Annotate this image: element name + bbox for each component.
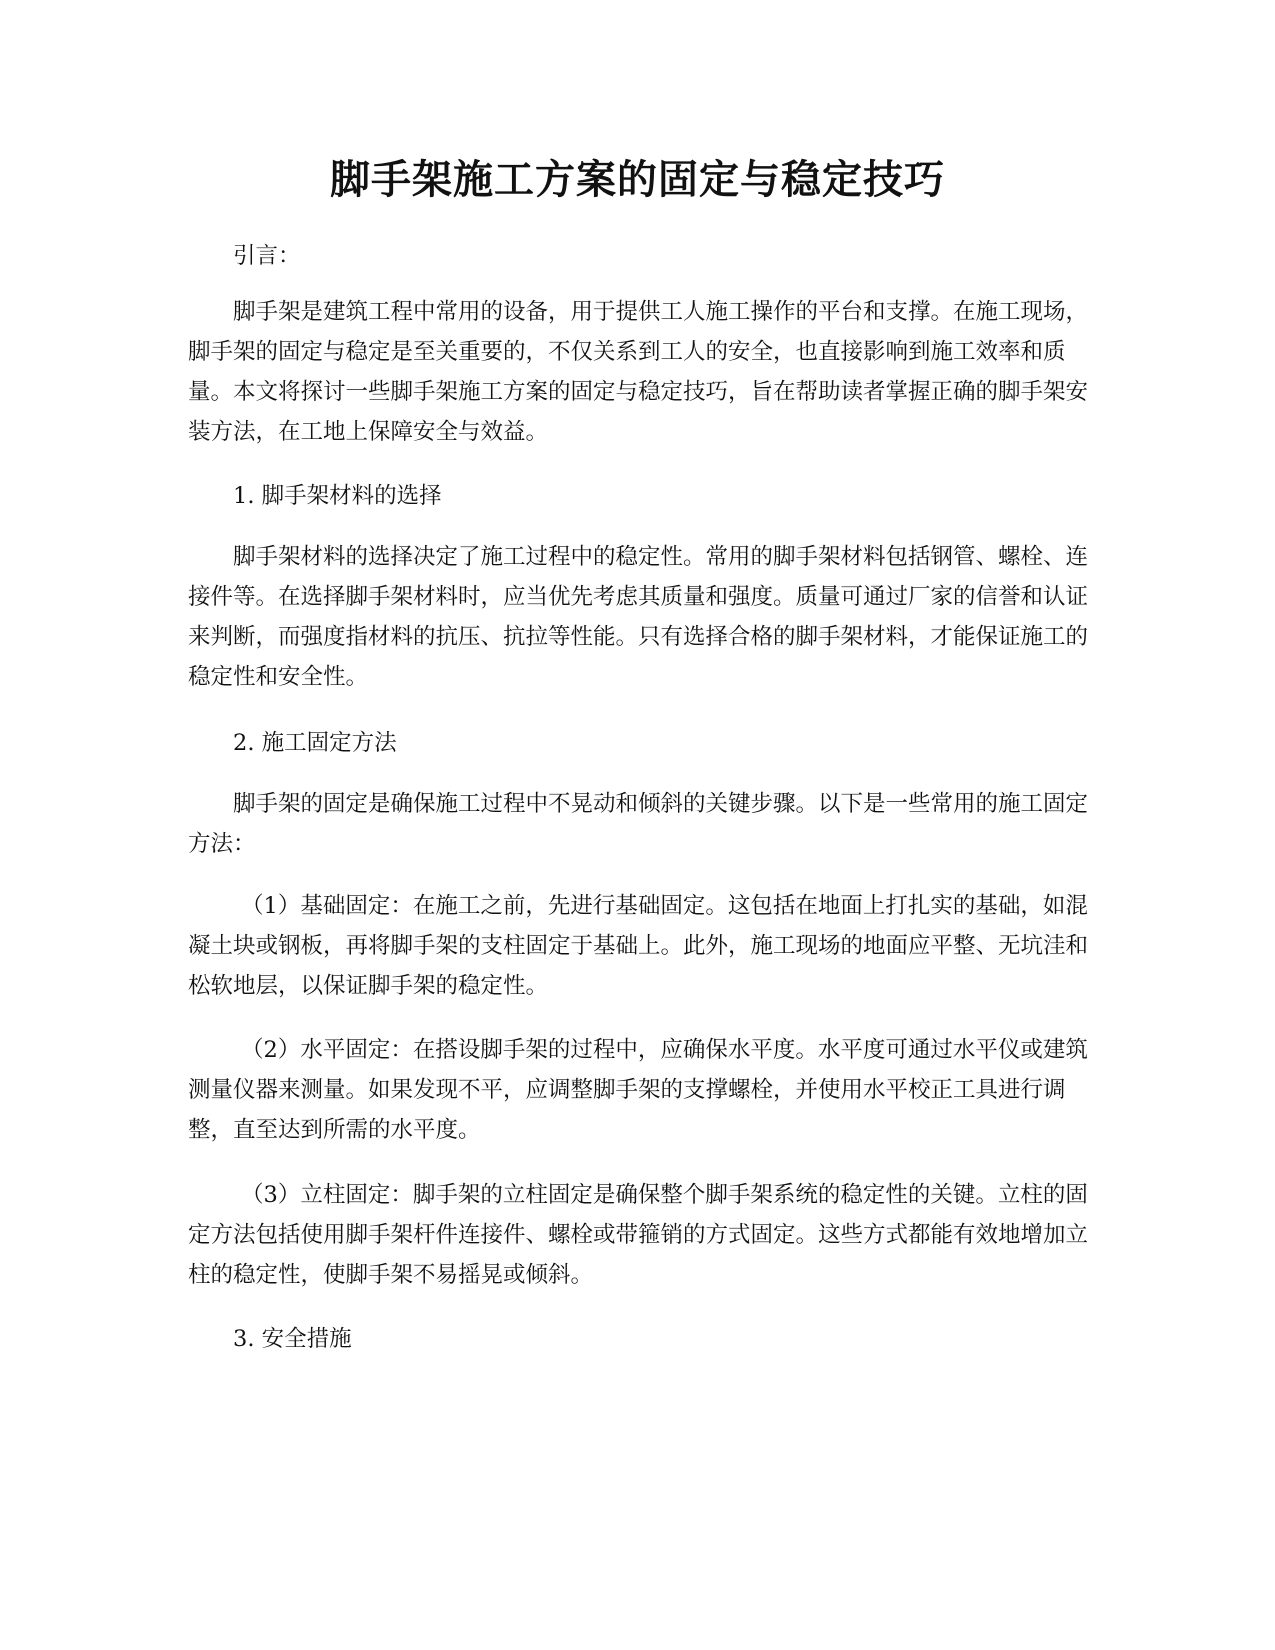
intro-label: 引言： <box>233 243 301 269</box>
document-title: 脚手架施工方案的固定与稳定技巧 <box>330 157 945 203</box>
list-item-foundation: （1）基础固定：在施工之前，先进行基础固定。这包括在地面上打扎实的基础，如混凝土块或钢板，再将脚手架的支柱固定于基础上。此外，施工现场的地面应平整、无坑洼和松软地层，以保证脚手架的稳定性。 <box>188 893 1089 999</box>
section-1-paragraph: 脚手架材料的选择决定了施工过程中的稳定性。常用的脚手架材料包括钢管、螺栓、连接件等。在选择脚手架材料时，应当优先考虑其质量和强度。质量可通过厂家的信誉和认证来判断，而强度指材料的抗压、抗拉等性能。只有选择合格的脚手架材料，才能保证施工的稳定性和安全性。 <box>188 544 1089 690</box>
list-item-horizontal: （2）水平固定：在搭设脚手架的过程中，应确保水平度。水平度可通过水平仪或建筑测量仪器来测量。如果发现不平，应调整脚手架的支撑螺栓，并使用水平校正工具进行调整，直至达到所需的水平度。 <box>188 1037 1088 1143</box>
section-2-heading: 2. 施工固定方法 <box>233 730 397 756</box>
intro-paragraph: 脚手架是建筑工程中常用的设备，用于提供工人施工操作的平台和支撑。在施工现场，脚手架的固定与稳定是至关重要的，不仅关系到工人的安全，也直接影响到施工效率和质量。本文将探讨一些脚手架施工方案的固定与稳定技巧，旨在帮助读者掌握正确的脚手架安装方法，在工地上保障安全与效益。 <box>188 299 1089 445</box>
list-item-column: （3）立柱固定：脚手架的立柱固定是确保整个脚手架系统的稳定性的关键。立柱的固定方法包括使用脚手架杆件连接件、螺栓或带箍销的方式固定。这些方式都能有效地增加立柱的稳定性，使脚手架不易摇晃或倾斜。 <box>188 1182 1089 1288</box>
section-2-paragraph: 脚手架的固定是确保施工过程中不晃动和倾斜的关键步骤。以下是一些常用的施工固定方法： <box>188 791 1089 857</box>
section-3-heading: 3. 安全措施 <box>233 1326 352 1352</box>
section-1-heading: 1. 脚手架材料的选择 <box>233 483 442 509</box>
